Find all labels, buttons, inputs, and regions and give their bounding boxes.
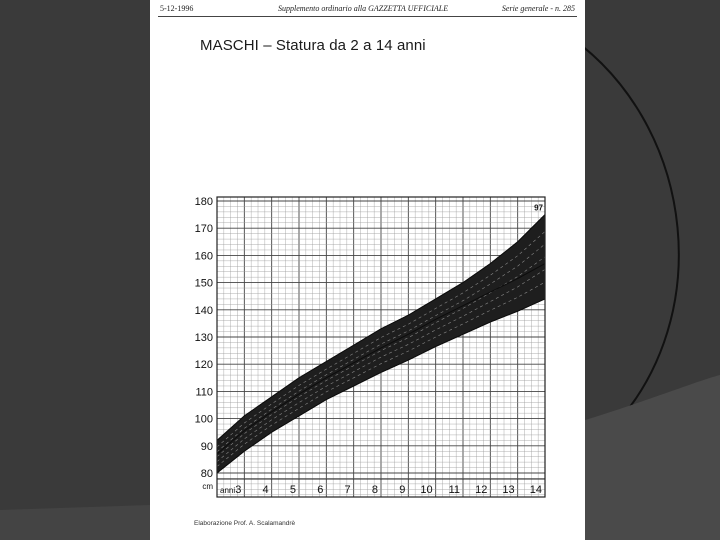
y-tick-label-90: 90	[200, 440, 213, 453]
x-tick-label-6: 6	[317, 484, 324, 496]
growth-chart	[150, 0, 585, 540]
y-tick-label-130: 130	[194, 332, 213, 344]
x-tick-label-9: 9	[399, 484, 406, 496]
header-date: 5-12-1996	[160, 4, 194, 13]
x-tick-label-3: 3	[235, 484, 242, 496]
x-tick-label-12: 12	[475, 484, 488, 496]
percentile-label-97: 97	[534, 203, 543, 213]
y-tick-label-100: 100	[194, 413, 213, 426]
y-tick-label-180: 180	[194, 196, 213, 208]
x-tick-label-5: 5	[289, 484, 296, 496]
x-tick-label-11: 11	[448, 484, 460, 496]
y-tick-label-110: 110	[195, 386, 213, 399]
y-tick-label-120: 120	[194, 359, 213, 372]
y-tick-label-140: 140	[194, 304, 213, 317]
chart-title: MASCHI – Statura da 2 a 14 anni	[200, 37, 426, 54]
y-tick-label-80: 80	[200, 468, 213, 480]
x-tick-label-7: 7	[344, 484, 351, 496]
document-page	[150, 0, 585, 540]
x-tick-label-13: 13	[502, 484, 515, 496]
x-tick-label-4: 4	[262, 484, 269, 496]
y-tick-label-160: 160	[194, 250, 213, 263]
x-tick-label-14: 14	[529, 484, 542, 496]
x-tick-label-8: 8	[371, 484, 378, 496]
y-axis-unit: cm	[202, 482, 213, 491]
credit-line: Elaborazione Prof. A. Scalamandrè	[194, 520, 296, 527]
header-publication: Supplemento ordinario alla GAZZETTA UFFICIALE	[278, 4, 449, 13]
header-series: Serie generale - n. 285	[501, 4, 575, 13]
y-tick-label-150: 150	[194, 277, 213, 290]
x-tick-label-10: 10	[420, 484, 433, 496]
x-axis-unit: anni	[220, 486, 236, 495]
y-tick-label-170: 170	[194, 223, 213, 236]
